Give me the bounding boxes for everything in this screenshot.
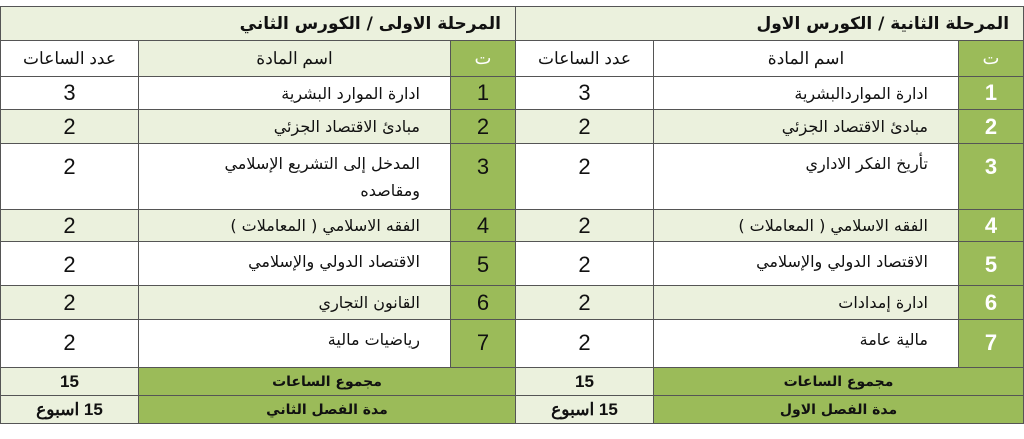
duration-row xyxy=(1,396,1024,424)
first-stage-index: 4 xyxy=(451,210,516,242)
second-stage-total-value: 15 xyxy=(516,368,654,396)
first-stage-index: 7 xyxy=(451,320,516,368)
second-stage-subject: الاقتصاد الدولي والإسلامي xyxy=(654,242,959,286)
table-row xyxy=(1,210,1024,242)
second-stage-subject: ادارة إمدادات xyxy=(654,286,959,320)
first-stage-hours: 2 xyxy=(1,110,139,144)
second-stage-index: 2 xyxy=(959,110,1024,144)
first-stage-total-value: 15 xyxy=(1,368,139,396)
second-stage-subject: تأريخ الفكر الاداري xyxy=(654,144,959,210)
second-stage-hours: 2 xyxy=(516,320,654,368)
first-stage-subject-line1: المدخل إلى التشريع الإسلامي xyxy=(224,154,420,173)
first-stage-subject-header: اسم المادة xyxy=(139,41,451,77)
table-row xyxy=(1,144,1024,210)
second-stage-hours: 2 xyxy=(516,286,654,320)
first-stage-subject: الاقتصاد الدولي والإسلامي xyxy=(139,242,451,286)
second-stage-hours-header: عدد الساعات xyxy=(516,41,654,77)
second-stage-hours: 2 xyxy=(516,242,654,286)
second-stage-duration-label: مدة الفصل الاول xyxy=(654,396,1024,424)
first-stage-index: 3 xyxy=(451,144,516,210)
second-stage-subject: مبادئ الاقتصاد الجزئي xyxy=(654,110,959,144)
second-stage-subject: مالية عامة xyxy=(654,320,959,368)
table-row xyxy=(1,242,1024,286)
second-stage-index: 3 xyxy=(959,144,1024,210)
first-stage-index: 2 xyxy=(451,110,516,144)
first-stage-hours: 2 xyxy=(1,210,139,242)
second-stage-subject: ادارة المواردالبشرية xyxy=(654,77,959,110)
second-stage-title: المرحلة الثانية / الكورس الاول xyxy=(516,7,1024,41)
second-stage-index: 4 xyxy=(959,210,1024,242)
first-stage-hours: 2 xyxy=(1,242,139,286)
second-stage-index: 5 xyxy=(959,242,1024,286)
first-stage-index: 6 xyxy=(451,286,516,320)
first-stage-hours: 2 xyxy=(1,320,139,368)
second-stage-subject-header: اسم المادة xyxy=(654,41,959,77)
second-stage-subject: الفقه الاسلامي ( المعاملات ) xyxy=(654,210,959,242)
second-stage-index-header: ت xyxy=(959,41,1024,77)
second-stage-duration-value: 15 اسبوع xyxy=(516,396,654,424)
first-stage-hours: 2 xyxy=(1,144,139,210)
second-stage-hours: 3 xyxy=(516,77,654,110)
table-row xyxy=(1,286,1024,320)
first-stage-subject xyxy=(139,144,451,210)
first-stage-duration-label: مدة الفصل الثاني xyxy=(139,396,516,424)
first-stage-subject-line2: ومقاصده xyxy=(360,181,420,200)
second-stage-total-label: مجموع الساعات xyxy=(654,368,1024,396)
second-stage-hours: 2 xyxy=(516,110,654,144)
first-stage-title: المرحلة الاولى / الكورس الثاني xyxy=(1,7,516,41)
total-row xyxy=(1,368,1024,396)
first-stage-subject: ادارة الموارد البشرية xyxy=(139,77,451,110)
second-stage-index: 7 xyxy=(959,320,1024,368)
first-stage-subject: الفقه الاسلامي ( المعاملات ) xyxy=(139,210,451,242)
table-row xyxy=(1,110,1024,144)
first-stage-index-header: ت xyxy=(451,41,516,77)
first-stage-total-label: مجموع الساعات xyxy=(139,368,516,396)
second-stage-index: 1 xyxy=(959,77,1024,110)
second-stage-index: 6 xyxy=(959,286,1024,320)
table-row xyxy=(1,77,1024,110)
first-stage-hours: 3 xyxy=(1,77,139,110)
first-stage-index: 1 xyxy=(451,77,516,110)
second-stage-hours: 2 xyxy=(516,144,654,210)
first-stage-hours-header: عدد الساعات xyxy=(1,41,139,77)
first-stage-hours: 2 xyxy=(1,286,139,320)
table-row xyxy=(1,320,1024,368)
first-stage-subject: مبادئ الاقتصاد الجزئي xyxy=(139,110,451,144)
first-stage-duration-value: 15 اسبوع xyxy=(1,396,139,424)
second-stage-hours: 2 xyxy=(516,210,654,242)
first-stage-index: 5 xyxy=(451,242,516,286)
course-schedule-table xyxy=(0,6,1024,424)
first-stage-subject: القانون التجاري xyxy=(139,286,451,320)
first-stage-subject: رياضيات مالية xyxy=(139,320,451,368)
